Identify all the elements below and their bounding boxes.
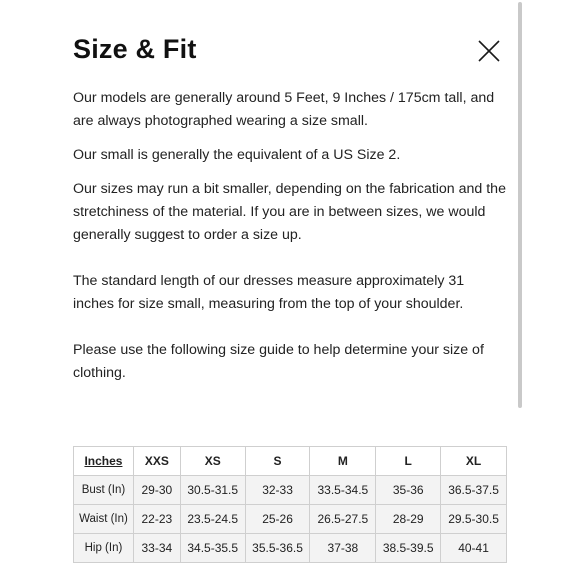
table-cell: 34.5-35.5 bbox=[180, 534, 245, 563]
table-cell: 32-33 bbox=[245, 476, 310, 505]
size-guide-table bbox=[73, 446, 507, 563]
table-header-row bbox=[74, 447, 507, 476]
size-header: L bbox=[376, 447, 441, 476]
table-cell: 37-38 bbox=[310, 534, 376, 563]
paragraph-model-height: Our models are generally around 5 Feet, 9 Inches / 175cm tall, and are always photographed wearing a size small. bbox=[73, 90, 495, 129]
table-cell: 22-23 bbox=[133, 505, 180, 534]
table-cell: 36.5-37.5 bbox=[441, 476, 507, 505]
row-label: Bust (In) bbox=[74, 476, 134, 505]
table-cell: 30.5-31.5 bbox=[180, 476, 245, 505]
table-cell: 35.5-36.5 bbox=[245, 534, 310, 563]
paragraph-size-equivalent: Our small is generally the equivalent of a US Size 2. bbox=[73, 147, 401, 163]
size-header: XS bbox=[180, 447, 245, 476]
table-cell: 29.5-30.5 bbox=[441, 505, 507, 534]
table-row bbox=[74, 505, 507, 534]
size-header: XXS bbox=[133, 447, 180, 476]
table-cell: 33.5-34.5 bbox=[310, 476, 376, 505]
size-header: XL bbox=[441, 447, 507, 476]
paragraph-dress-length: The standard length of our dresses measure approximately 31 inches for size small, measuring from the top of your shoulder. bbox=[73, 273, 465, 312]
row-label: Hip (In) bbox=[74, 534, 134, 563]
table-cell: 29-30 bbox=[133, 476, 180, 505]
table-cell: 38.5-39.5 bbox=[376, 534, 441, 563]
table-cell: 28-29 bbox=[376, 505, 441, 534]
paragraph-size-guide-intro: Please use the following size guide to help determine your size of clothing. bbox=[73, 342, 484, 381]
table-cell: 23.5-24.5 bbox=[180, 505, 245, 534]
size-header: S bbox=[245, 447, 310, 476]
table-cell: 35-36 bbox=[376, 476, 441, 505]
size-header: M bbox=[310, 447, 376, 476]
table-cell: 40-41 bbox=[441, 534, 507, 563]
table-cell: 33-34 bbox=[133, 534, 180, 563]
close-icon bbox=[476, 38, 502, 64]
row-label: Waist (In) bbox=[74, 505, 134, 534]
table-cell: 25-26 bbox=[245, 505, 310, 534]
table-row bbox=[74, 476, 507, 505]
close-button[interactable] bbox=[476, 38, 502, 64]
size-fit-description bbox=[73, 87, 508, 385]
paragraph-sizing-advice: Our sizes may run a bit smaller, depending on the fabrication and the stretchiness of the material. If you are in between sizes, we would generally suggest to order a size up. bbox=[73, 181, 506, 243]
modal-title: Size & Fit bbox=[73, 34, 197, 64]
unit-header[interactable]: Inches bbox=[74, 447, 134, 476]
table-row bbox=[74, 534, 507, 563]
scrollbar-thumb[interactable] bbox=[518, 2, 522, 408]
table-cell: 26.5-27.5 bbox=[310, 505, 376, 534]
